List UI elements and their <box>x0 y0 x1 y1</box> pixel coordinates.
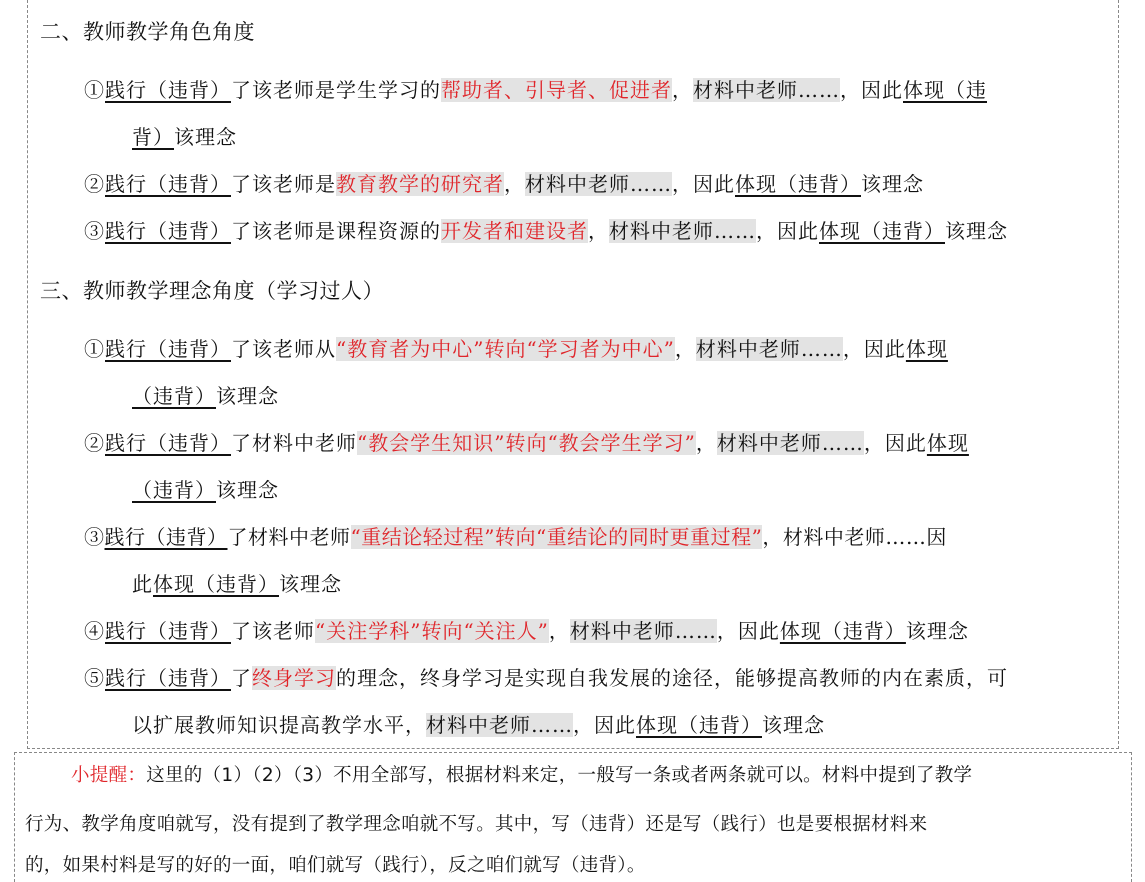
section2-heading: 二、教师教学角色角度 <box>40 20 255 44</box>
item-number: ⑤ <box>84 666 105 690</box>
separator: ， <box>695 431 717 455</box>
s3-item5-line1 <box>84 664 1008 692</box>
item-text: 的理念，终身学习是实现自我发展的途径，能够提高教师的内在素质，可 <box>336 666 1008 690</box>
material-text: 材料中老师…… <box>693 78 840 102</box>
embody-text: （违背） <box>132 384 216 408</box>
s3-item5-line2 <box>132 711 825 739</box>
practice-text: 践行（违背） <box>105 78 231 102</box>
highlight-text: “关注学科”转向“关注人” <box>315 619 549 643</box>
section3-heading: 三、教师教学理念角度（学习过人） <box>40 279 384 303</box>
tip-text: 这里的（1）（2）（3）不用全部写，根据材料来定，一般写一条或者两条就可以。材料中提到了教学 <box>146 765 973 786</box>
item-text: ，因此 <box>573 713 636 737</box>
material-text: 材料中老师…… <box>525 172 672 196</box>
s3-item3-line1 <box>84 523 947 551</box>
item-text: 了材料中老师 <box>227 525 351 549</box>
item-text: 了 <box>231 666 252 690</box>
practice-text: 践行（违背） <box>105 619 231 643</box>
s3-item2-line1 <box>84 429 969 457</box>
embody-text: （违背） <box>132 478 216 502</box>
embody-text: 体现 <box>905 337 948 361</box>
tip-line2: 行为、教学角度咱就写，没有提到了教学理念咱就不写。其中，写（违背）还是写（践行）也是要根据材料来 <box>25 814 928 835</box>
tip-box <box>14 752 1132 882</box>
material-text: 材料中老师…… <box>695 337 843 361</box>
embody-text: 体现（违背） <box>779 619 906 643</box>
highlight-text: 帮助者、引导者、促进者 <box>441 78 672 102</box>
s3-item4 <box>84 617 969 645</box>
embody-text: 体现（违背） <box>735 172 861 196</box>
practice-text: 践行（违背） <box>105 431 231 455</box>
practice-text: 践行（违背） <box>105 666 231 690</box>
item-end: 该理念 <box>174 125 237 149</box>
item-end: 该理念 <box>279 572 342 596</box>
s3-item1-line1 <box>84 335 948 363</box>
separator: ， <box>762 525 783 549</box>
s2-item3 <box>84 217 1008 245</box>
embody-text: 体现（违背） <box>153 572 279 596</box>
item-text: 了该老师是 <box>231 172 336 196</box>
item-text: 了该老师从 <box>231 337 336 361</box>
item-text: ，因此 <box>756 219 819 243</box>
embody-text: 体现 <box>926 431 969 455</box>
item-number: ③ <box>84 219 105 243</box>
embody-text: 背） <box>132 125 174 149</box>
practice-text: 践行（违背） <box>105 219 231 243</box>
item-text: 此 <box>132 572 153 596</box>
separator: ， <box>672 78 693 102</box>
item-end: 该理念 <box>216 384 279 408</box>
embody-text: 体现（违背） <box>819 219 945 243</box>
embody-text: 体现（违 <box>903 78 987 102</box>
material-text: 材料中老师…… <box>569 619 717 643</box>
tip-line1 <box>71 763 972 789</box>
separator: ， <box>548 619 570 643</box>
highlight-text: “重结论轻过程”转向“重结论的同时更重过程” <box>350 525 763 549</box>
item-text: 了材料中老师 <box>231 431 357 455</box>
material-text: 材料中老师…… <box>609 219 756 243</box>
item-text: ，因此 <box>716 619 780 643</box>
item-text: 了该老师 <box>231 619 315 643</box>
item-end: 该理念 <box>905 619 969 643</box>
tip-label: 小提醒： <box>71 765 147 786</box>
s3-item2-line2 <box>132 476 279 504</box>
tip-line3: 的，如果村料是写的好的一面，咱们就写（践行），反之咱们就写（违背）。 <box>25 855 646 876</box>
item-number: ① <box>84 78 105 102</box>
separator: ， <box>674 337 696 361</box>
item-number: ② <box>84 172 105 196</box>
highlight-text: 教育教学的研究者 <box>336 172 504 196</box>
highlight-text: 开发者和建设者 <box>441 219 588 243</box>
separator: ， <box>588 219 609 243</box>
item-text: 了该老师是学生学习的 <box>231 78 441 102</box>
item-end: 该理念 <box>945 219 1008 243</box>
item-number: ④ <box>84 619 105 643</box>
item-text: ，因此 <box>840 78 903 102</box>
item-number: ① <box>84 337 105 361</box>
item-end: 该理念 <box>762 713 825 737</box>
embody-text: 体现（违背） <box>636 713 762 737</box>
item-end: 该理念 <box>861 172 924 196</box>
separator: ， <box>504 172 525 196</box>
s2-item2 <box>84 170 924 198</box>
s3-item1-line2 <box>132 382 279 410</box>
practice-text: 践行（违背） <box>105 172 231 196</box>
s3-item3-line2 <box>132 570 342 598</box>
highlight-text: “教育者为中心”转向“学习者为中心” <box>336 337 675 361</box>
material-text: 材料中老师…… <box>426 713 573 737</box>
item-text: ，因此 <box>842 337 906 361</box>
item-text: 了该老师是课程资源的 <box>231 219 441 243</box>
highlight-text: 终身学习 <box>252 666 336 690</box>
item-end: 该理念 <box>216 478 279 502</box>
item-text: 以扩展教师知识提高教学水平， <box>132 713 426 737</box>
item-text: ，因此 <box>672 172 735 196</box>
material-text: 材料中老师…… <box>716 431 864 455</box>
s2-item1-line1 <box>84 76 987 104</box>
item-text: ，因此 <box>863 431 927 455</box>
highlight-text: “教会学生知识”转向“教会学生学习” <box>357 431 696 455</box>
item-number: ② <box>84 431 105 455</box>
item-number: ③ <box>84 525 105 549</box>
s2-item1-line2 <box>132 123 237 151</box>
practice-text: 践行（违背） <box>104 525 228 549</box>
material-text: 材料中老师……因 <box>782 525 947 549</box>
practice-text: 践行（违背） <box>105 337 231 361</box>
